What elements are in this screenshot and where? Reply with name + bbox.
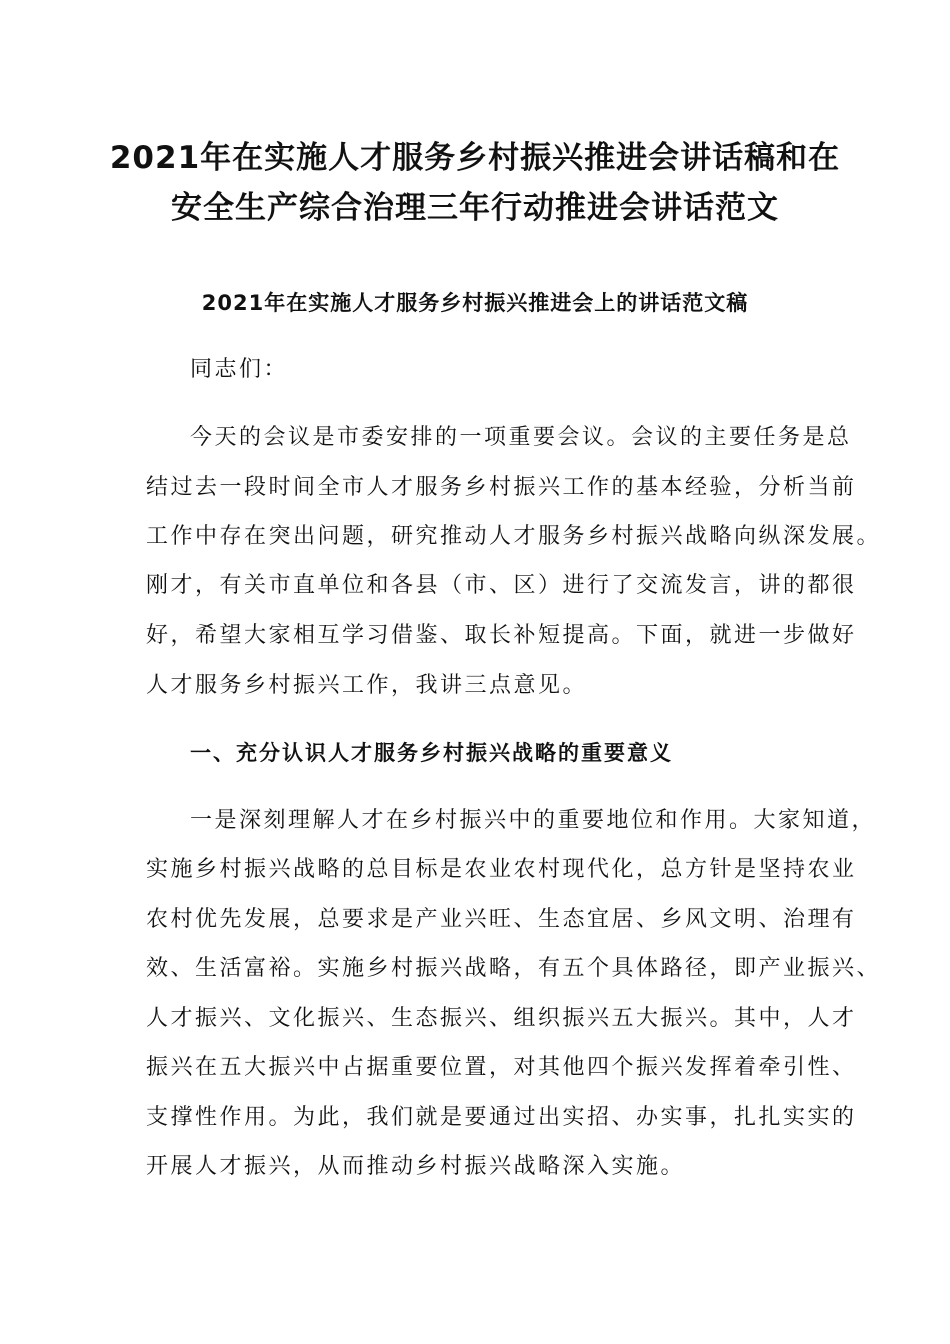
paragraph-2-line-1: 一是深刻理解人才在乡村振兴中的重要地位和作用。大家知道，: [190, 808, 877, 833]
section-1-heading: 一、充分认识人才服务乡村振兴战略的重要意义: [190, 741, 673, 765]
paragraph-1-line-4: 刚才，有关市直单位和各县（市、区）进行了交流发言，讲的都很: [146, 573, 857, 598]
paragraph-1-line-3: 工作中存在突出问题，研究推动人才服务乡村振兴战略向纵深发展。: [146, 524, 882, 549]
paragraph-2-line-2: 实施乡村振兴战略的总目标是农业农村现代化，总方针是坚持农业: [146, 857, 857, 882]
speech-subtitle: 2021年在实施人才服务乡村振兴推进会上的讲话范文稿: [201, 291, 749, 315]
salutation: 同志们：: [190, 357, 289, 382]
paragraph-2-line-5: 人才振兴、文化振兴、生态振兴、组织振兴五大振兴。其中，人才: [146, 1006, 857, 1031]
document-title-line-2: 安全生产综合治理三年行动推进会讲话范文: [171, 190, 779, 226]
paragraph-2-line-8: 开展人才振兴，从而推动乡村振兴战略深入实施。: [146, 1154, 686, 1179]
document-title-line-1: 2021年在实施人才服务乡村振兴推进会讲话稿和在: [109, 140, 841, 176]
paragraph-2-line-4: 效、生活富裕。实施乡村振兴战略，有五个具体路径，即产业振兴、: [146, 956, 882, 981]
paragraph-1-line-6: 人才服务乡村振兴工作，我讲三点意见。: [146, 673, 588, 698]
paragraph-1-line-1: 今天的会议是市委安排的一项重要会议。会议的主要任务是总: [190, 425, 852, 450]
paragraph-2-line-6: 振兴在五大振兴中占据重要位置，对其他四个振兴发挥着牵引性、: [146, 1055, 857, 1080]
paragraph-1-line-5: 好，希望大家相互学习借鉴、取长补短提高。下面，就进一步做好: [146, 623, 857, 648]
paragraph-2-line-3: 农村优先发展，总要求是产业兴旺、生态宜居、乡风文明、治理有: [146, 907, 857, 932]
paragraph-2-line-7: 支撑性作用。为此，我们就是要通过出实招、办实事，扎扎实实的: [146, 1105, 857, 1130]
paragraph-1-line-2: 结过去一段时间全市人才服务乡村振兴工作的基本经验，分析当前: [146, 475, 857, 500]
